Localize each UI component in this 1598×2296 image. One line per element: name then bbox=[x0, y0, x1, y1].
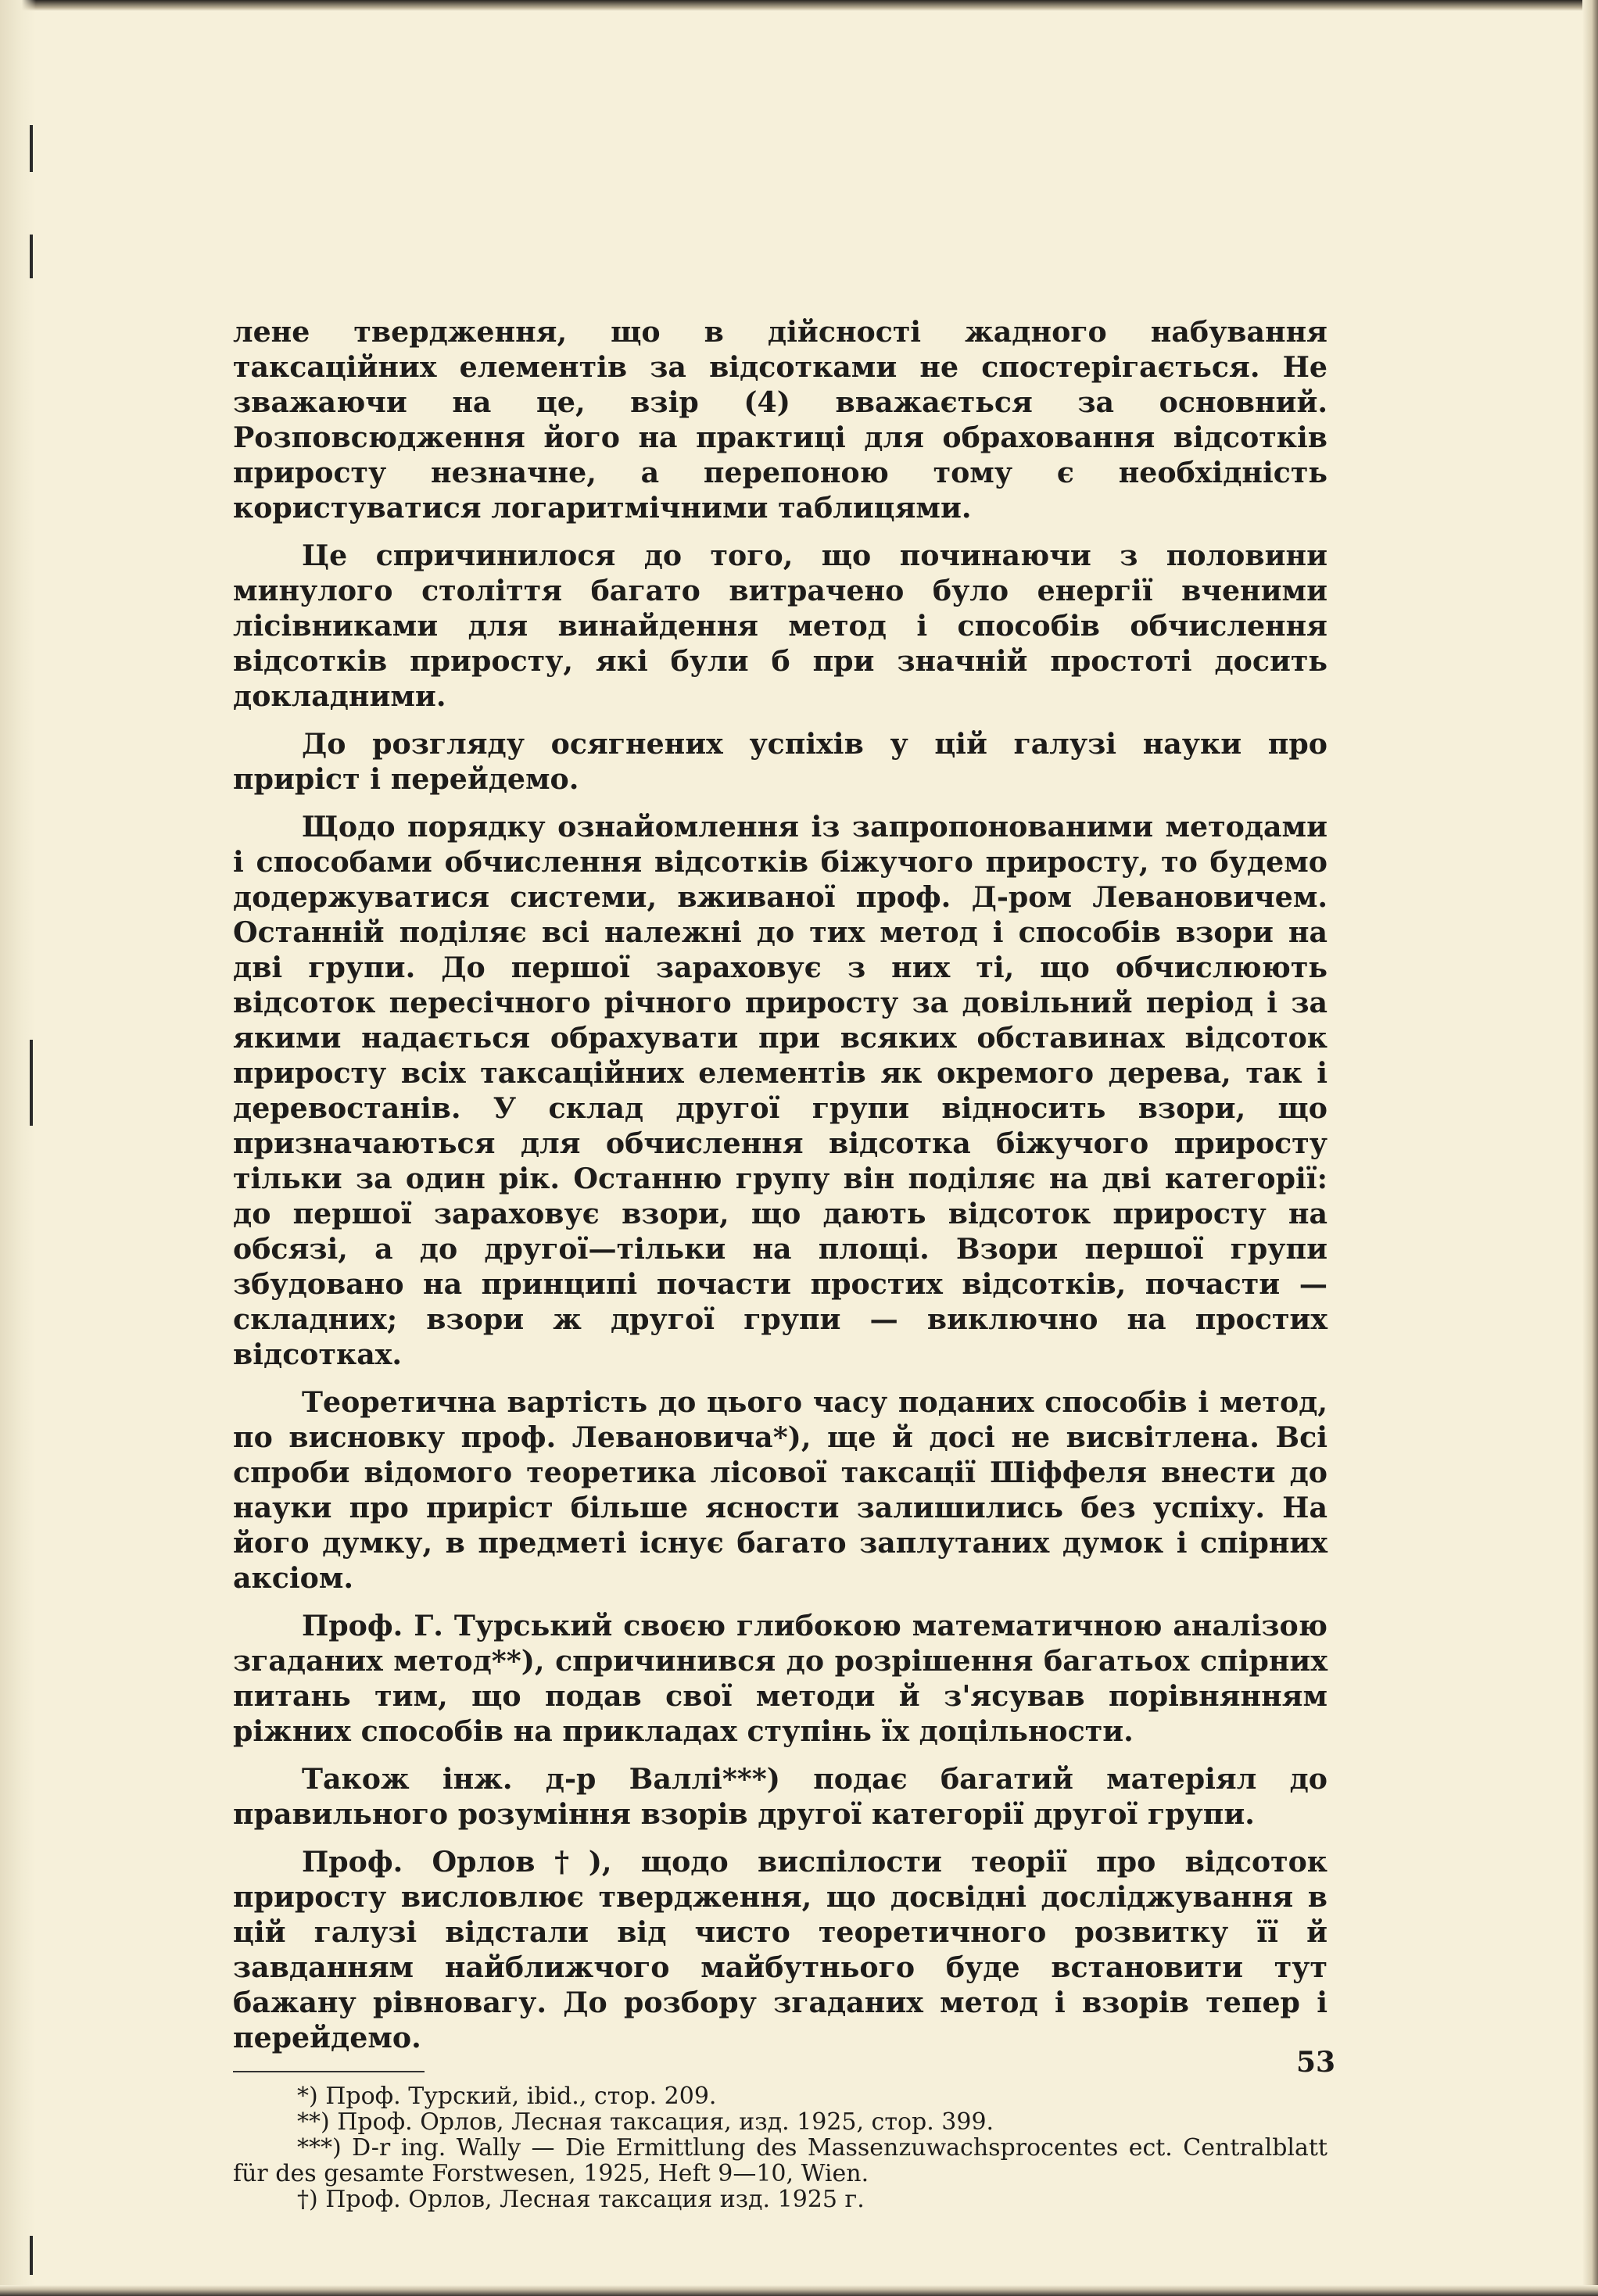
page-binding-edge bbox=[0, 0, 36, 2296]
footnote: ***) D-r ing. Wally — Die Ermittlung des Massenzuwachsprocentes ect. Centralblatt für des gesamte Forstwesen, 1925, Heft 9—10, Wien. bbox=[233, 2134, 1327, 2187]
paragraph: Теоретична вартість до цього часу поданих способів і метод, по висновку проф. Левановича*), ще й досі не висвітлена. Всі спроби відомого теоретика лісової таксації Шіффеля внести до науки про приріст більше ясности залишились без успіху. На його думку, в предметі існує багато заплутаних думок і спірних аксіом. bbox=[233, 1385, 1327, 1595]
page-bottom-edge bbox=[0, 2285, 1598, 2296]
page-top-edge bbox=[0, 0, 1598, 11]
paragraph: До розгляду осягнених успіхів у цій галузі науки про приріст і перейдемо. bbox=[233, 727, 1327, 796]
paragraph: Також інж. д-р Валлі***) подає багатий матеріял до правильного розуміння взорів другої категорії другої групи. bbox=[233, 1762, 1327, 1831]
footnote-divider bbox=[233, 2071, 425, 2072]
paragraph: Це спричинилося до того, що починаючи з половини минулого століття багато витрачено було енергії вченими лісівниками для винайдення метод і способів обчислення відсотків приросту, які були б при значній простоті досить докладними. bbox=[233, 539, 1327, 713]
paragraph: Щодо порядку ознайомлення із запропонованими методами і способами обчислення відсотків біжучого приросту, то будемо додержуватися системи, вживаної проф. Д-ром Левановичем. Останній поділяє всі належні до тих метод і способів взори на дві групи. До першої зараховує з них ті, що обчислюють відсоток пересічного річного приросту за довільний період і за якими надається обрахувати при всяких обставинах відсоток приросту всіх таксаційних елементів як окремого дерева, так і деревостанів. У склад другої групи відносить взори, що призначаються для обчислення відсотка біжучого приросту тільки за один рік. Останню групу він поділяє на дві категорії: до першої зараховує взори, що дають відсоток приросту на обсязі, а до другої—тільки на площі. Взори першої групи збудовано на принципі почасти простих відсотків, почасти — складних; взори ж другої групи — виключно на простих відсотках. bbox=[233, 810, 1327, 1371]
footnote: †) Проф. Орлов, Лесная таксация изд. 1925 г. bbox=[297, 2186, 865, 2213]
binding-mark bbox=[30, 235, 33, 278]
paragraph: Проф. Орлов†), щодо виспілости теорії про відсоток приросту висловлює твердження, що досвідні досліджування в цій галузі відстали від чисто теоретичного розвитку її й завданням найближчого майбутнього буде встановити тут бажану рівновагу. До розбору згаданих метод і взорів тепер і перейдемо. bbox=[233, 1845, 1327, 2054]
binding-mark bbox=[30, 1040, 33, 1126]
page-body bbox=[233, 314, 1327, 2212]
binding-mark bbox=[30, 125, 33, 172]
page-right-edge bbox=[1582, 0, 1598, 2296]
paragraph: Проф. Г. Турський своєю глибокою математичною аналізою згаданих метод**), спричинився до розрішення багатьох спірних питань тим, що подав свої методи й з'ясував порівнянням ріжних способів на прикладах ступінь їх доцільности. bbox=[233, 1609, 1327, 1748]
page-number: 53 bbox=[1296, 2046, 1336, 2079]
binding-mark bbox=[30, 2236, 33, 2275]
footnote: *) Проф. Турский, ibid., стор. 209. bbox=[297, 2083, 717, 2110]
paragraph: лене твердження, що в дійсності жадного набування таксаційних елементів за відсотками не спостерігається. Не зважаючи на це, взір (4) вважається за основний. Розповсюдження його на практиці для обраховання відсотків приросту незначне, а перепоною тому є необхідність користуватися логаритмічними таблицями. bbox=[233, 315, 1327, 525]
footnote: **) Проф. Орлов, Лесная таксация, изд. 1925, стор. 399. bbox=[297, 2108, 994, 2136]
